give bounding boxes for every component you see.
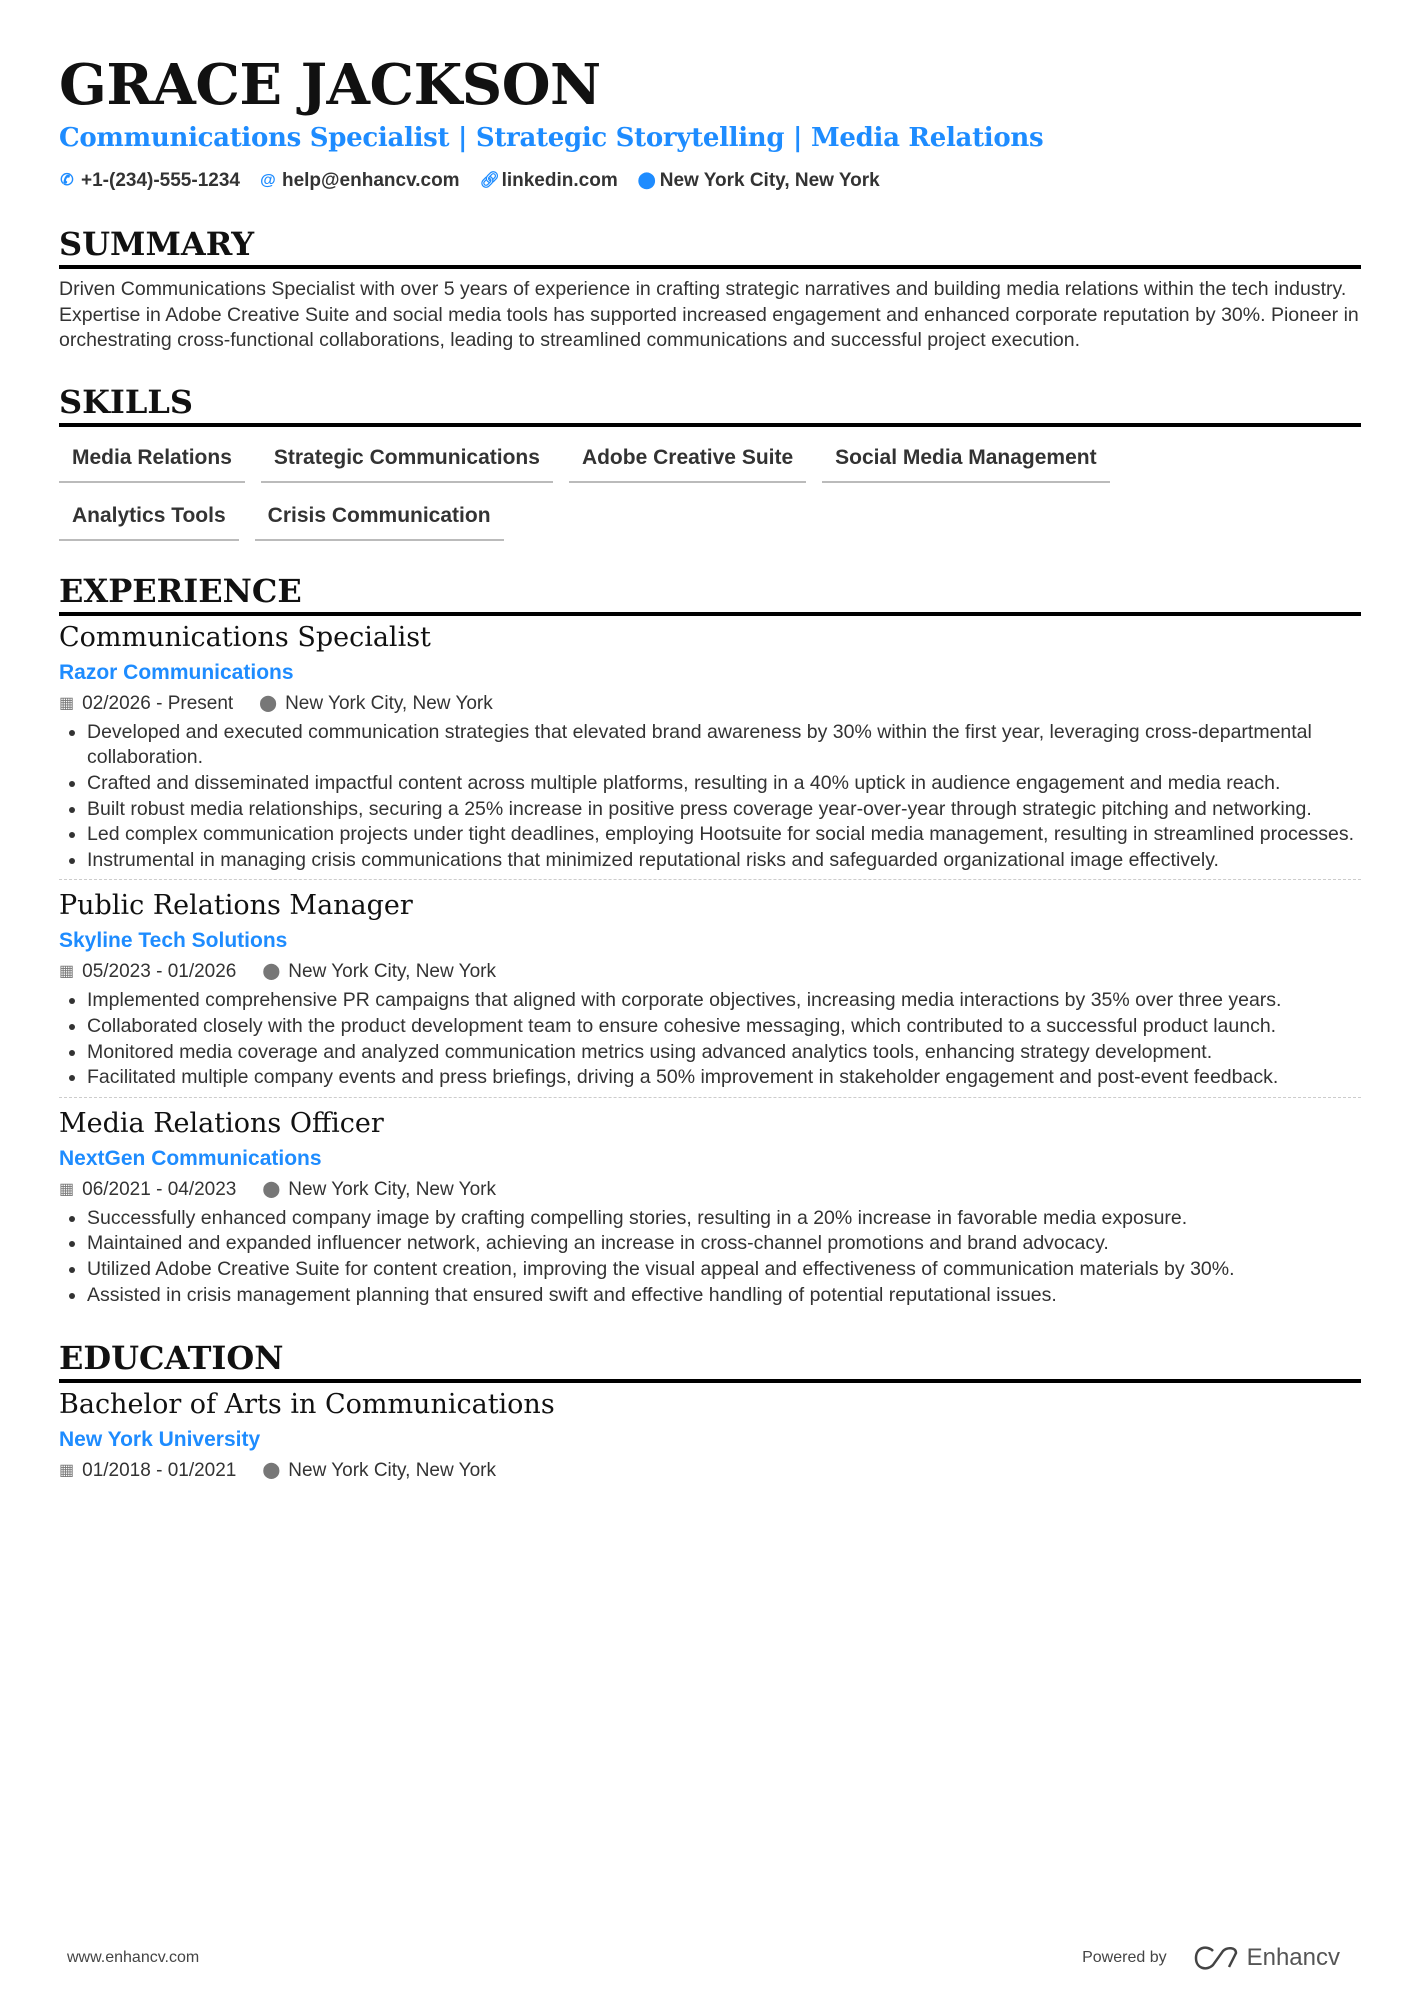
resume — [59, 0, 1361, 1485]
school: New York University — [59, 1428, 261, 1452]
footer — [67, 1944, 1340, 1972]
bullet: • Collaborated closely with the product development team to ensure cohesive messaging, which contributed to a successful product launch. — [87, 1014, 1361, 1040]
dates: 01/2018 - 01/2021 — [82, 1460, 237, 1482]
skills-section — [59, 382, 1361, 541]
degree: Bachelor of Arts in Communications — [59, 1389, 555, 1421]
at-icon: @ — [260, 172, 276, 189]
skill-chip: Analytics Tools — [59, 497, 239, 541]
bullet: • Maintained and expanded influencer network, achieving an increase in cross-channel promotions and brand advocacy. — [87, 1231, 1361, 1257]
education-section — [59, 1338, 1361, 1485]
location: New York City, New York — [288, 1460, 496, 1482]
location: New York City, New York — [288, 1178, 496, 1200]
bullet: • Instrumental in managing crisis communications that minimized reputational risks and safeguarded organizational image effectively. — [87, 848, 1361, 874]
brand-name: Enhancv — [1246, 1944, 1340, 1971]
skill-chip: Strategic Communications — [261, 439, 553, 483]
company-name: NextGen Communications — [59, 1146, 322, 1170]
job-title: Communications Specialist — [59, 621, 431, 653]
headline: Communications Specialist | Strategic Storytelling | Media Relations — [59, 123, 1044, 153]
powered-by: Powered by — [1082, 1949, 1167, 1966]
contact-location — [638, 168, 880, 194]
contact-list — [59, 168, 1361, 194]
bullet: • Assisted in crisis management planning that ensured swift and effective handling of potential reputational issues. — [87, 1283, 1361, 1309]
company-name: Skyline Tech Solutions — [59, 929, 288, 953]
candidate-name: GRACE JACKSON — [59, 52, 601, 118]
location-icon: ⬤ — [259, 694, 278, 712]
bullet: • Successfully enhanced company image by crafting compelling stories, resulting in a 20% increase in favorable media exposure. — [87, 1206, 1361, 1232]
contact-email[interactable] — [260, 168, 460, 194]
location-icon: ⬤ — [262, 1180, 281, 1198]
contact-phone — [59, 168, 240, 194]
location-icon: ⬤ — [637, 172, 656, 189]
link-icon: 🔗︎ — [479, 172, 500, 189]
job-meta — [59, 1176, 1361, 1204]
bullet: • Led complex communication projects under tight deadlines, employing Hootsuite for social media management, resulting in streamlined processes. — [87, 822, 1361, 848]
location: New York City, New York — [285, 692, 493, 714]
bullet: • Utilized Adobe Creative Suite for content creation, improving the visual appeal and effectiveness of communication materials by 30%. — [87, 1257, 1361, 1283]
location-icon: ⬤ — [262, 1462, 281, 1480]
summary-section — [59, 224, 1361, 354]
job-meta — [59, 958, 1361, 986]
calendar-icon: ▦ — [59, 1180, 75, 1198]
skill-chip: Media Relations — [59, 439, 245, 483]
phone-text: +1-(234)-555-1234 — [81, 170, 240, 191]
bullet-list — [59, 988, 1361, 1090]
job-title: Media Relations Officer — [59, 1107, 384, 1139]
bullet: • Implemented comprehensive PR campaigns that aligned with corporate objectives, increasing media interactions by 35% over three years. — [87, 988, 1361, 1014]
skill-chip: Adobe Creative Suite — [569, 439, 806, 483]
experience-section — [59, 571, 1361, 1314]
bullet: • Crafted and disseminated impactful content across multiple platforms, resulting in a 40% uptick in audience engagement and media reach. — [87, 771, 1361, 797]
section-title: EXPERIENCE — [59, 571, 1361, 616]
phone-icon: ✆ — [60, 172, 74, 189]
section-title: SUMMARY — [59, 224, 1361, 269]
location: New York City, New York — [288, 961, 496, 983]
company-name: Razor Communications — [59, 660, 294, 684]
dates: 02/2026 - Present — [82, 692, 234, 714]
job-entry — [59, 879, 1361, 1096]
footer-site[interactable]: www.enhancv.com — [67, 1949, 200, 1966]
linkedin-text[interactable]: linkedin.com — [501, 170, 618, 191]
contact-linkedin[interactable] — [480, 168, 618, 194]
bullet-list — [59, 1206, 1361, 1308]
infinity-logo-icon — [1193, 1945, 1239, 1971]
education-meta — [59, 1457, 1361, 1485]
skill-chip: Crisis Communication — [255, 497, 504, 541]
email-text[interactable]: help@enhancv.com — [281, 170, 460, 191]
bullet: • Developed and executed communication strategies that elevated brand awareness by 30% within the first year, leveraging cross-departmental collaboration. — [87, 720, 1361, 771]
job-meta — [59, 690, 1361, 718]
summary-text: Driven Communications Specialist with over 5 years of experience in crafting strategic narratives and building media relations within the tech industry. Expertise in Adobe Creative Suite and social media tools has supported increased engagement and enhanced corporate reputation by 30%. Pioneer in orchestrating cross-functional collaborations, leading to streamlined communications and successful project execution. — [59, 278, 1359, 352]
skills-list — [59, 439, 1259, 541]
calendar-icon: ▦ — [59, 963, 75, 981]
job-title: Public Relations Manager — [59, 890, 413, 922]
job-list — [59, 620, 1361, 1314]
job-entry — [59, 620, 1361, 880]
location-text: New York City, New York — [659, 170, 880, 191]
dates: 05/2023 - 01/2026 — [82, 961, 237, 983]
location-icon: ⬤ — [262, 963, 281, 981]
bullet: • Facilitated multiple company events and press briefings, driving a 50% improvement in stakeholder engagement and post-event feedback. — [87, 1065, 1361, 1091]
bullet-list — [59, 720, 1361, 874]
dates: 06/2021 - 04/2023 — [82, 1178, 237, 1200]
enhancv-logo — [1193, 1944, 1340, 1972]
section-title: SKILLS — [59, 382, 1361, 427]
bullet: • Monitored media coverage and analyzed communication metrics using advanced analytics tools, enhancing strategy development. — [87, 1040, 1361, 1066]
job-entry — [59, 1097, 1361, 1314]
calendar-icon: ▦ — [59, 1462, 75, 1480]
bullet: • Built robust media relationships, securing a 25% increase in positive press coverage year-over-year through strategic pitching and networking. — [87, 797, 1361, 823]
calendar-icon: ▦ — [59, 694, 75, 712]
skill-chip: Social Media Management — [822, 439, 1109, 483]
section-title: EDUCATION — [59, 1338, 1361, 1383]
